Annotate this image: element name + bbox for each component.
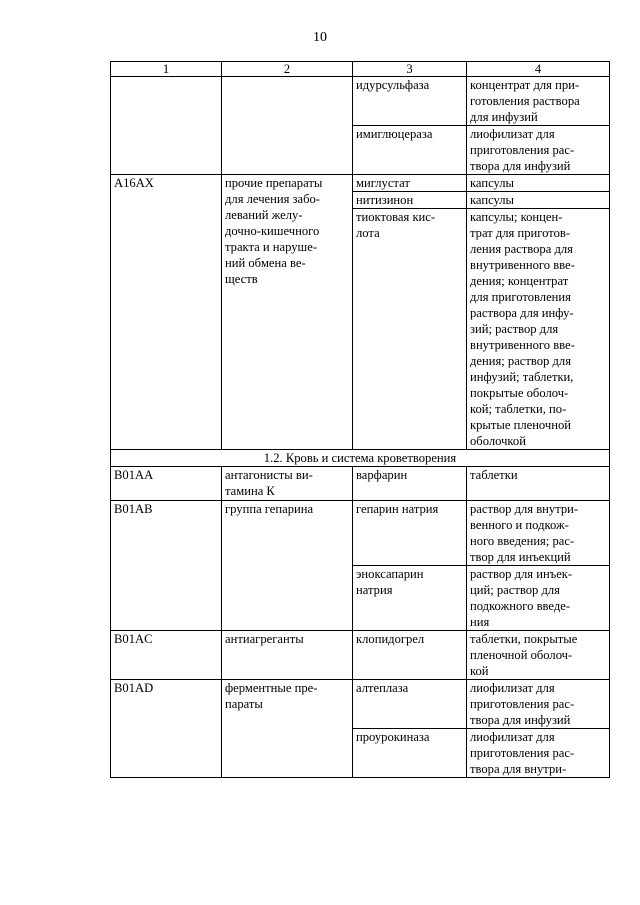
dosage-form-cell (467, 729, 610, 778)
drug-name-cell (353, 631, 467, 680)
text-line: внутривенного вве- (470, 338, 575, 352)
dosage-form-cell (467, 126, 610, 175)
drug-name-cell (353, 501, 467, 566)
text-line: прочие препараты (225, 176, 323, 190)
text-line: для приготовления (470, 290, 571, 304)
drug-name-cell (353, 729, 467, 778)
table-row (111, 631, 610, 680)
drug-group-cell (222, 77, 353, 175)
text-line: эноксапарин (356, 567, 424, 581)
text-line: раствор для внутри- (470, 502, 579, 516)
text-line: леваний желу- (225, 208, 303, 222)
text-line: раствора для инфу- (470, 306, 574, 320)
text-line: группа гепарина (225, 502, 314, 516)
dosage-form-cell (467, 175, 610, 192)
text-line: готовления раствора (470, 94, 580, 108)
table-row (111, 680, 610, 729)
text-line: гепарин натрия (356, 502, 439, 516)
table-row (111, 175, 610, 192)
text-line: B01AA (114, 468, 154, 482)
text-line: клопидогрел (356, 632, 425, 646)
text-line: капсулы (470, 193, 515, 207)
text-line: лиофилизат для (470, 681, 555, 695)
text-line: дения; концентрат (470, 274, 569, 288)
text-line: приготовления рас- (470, 697, 575, 711)
text-line: подкожного введе- (470, 599, 571, 613)
atc-code-cell (111, 501, 222, 631)
text-line: приготовления рас- (470, 143, 575, 157)
dosage-form-cell (467, 192, 610, 209)
text-line: параты (225, 697, 263, 711)
text-line: ний обмена ве- (225, 256, 306, 270)
drug-group-cell (222, 175, 353, 450)
text-line: твора для инфузий (470, 159, 571, 173)
text-line: тиоктовая кис- (356, 210, 436, 224)
dosage-form-cell (467, 631, 610, 680)
drug-name-cell (353, 209, 467, 450)
column-number: 4 (467, 62, 610, 77)
text-line: варфарин (356, 468, 408, 482)
medicines-table (110, 61, 610, 778)
text-line: кой; таблетки, по- (470, 402, 567, 416)
text-line: ния (470, 615, 490, 629)
text-line: антиагреганты (225, 632, 304, 646)
text-line: для лечения забо- (225, 192, 321, 206)
text-line: дочно-кишечного (225, 224, 320, 238)
section-heading: 1.2. Кровь и система кроветворения (111, 450, 610, 467)
text-line: нитизинон (356, 193, 414, 207)
text-line: пленочной оболоч- (470, 648, 573, 662)
column-number-row (111, 62, 610, 77)
atc-code-cell (111, 77, 222, 175)
atc-code-cell (111, 680, 222, 778)
text-line: лиофилизат для (470, 730, 555, 744)
text-line: для инфузий (470, 110, 538, 124)
text-line: тамина К (225, 484, 275, 498)
text-line: идурсульфаза (356, 78, 430, 92)
text-line: проурокиназа (356, 730, 430, 744)
text-line: ного введения; рас- (470, 534, 575, 548)
table-row (111, 501, 610, 566)
text-line: твора для внутри- (470, 762, 567, 776)
text-line: покрытые оболоч- (470, 386, 569, 400)
text-line: ферментные пре- (225, 681, 318, 695)
text-line: A16AX (114, 176, 154, 190)
drug-group-cell (222, 680, 353, 778)
text-line: твор для инъекций (470, 550, 571, 564)
table-row (111, 77, 610, 126)
text-line: тракта и наруше- (225, 240, 318, 254)
text-line: раствор для инъек- (470, 567, 573, 581)
text-line: капсулы (470, 176, 515, 190)
drug-group-cell (222, 501, 353, 631)
drug-name-cell (353, 680, 467, 729)
text-line: венного и подкож- (470, 518, 569, 532)
column-number: 2 (222, 62, 353, 77)
text-line: B01AB (114, 502, 153, 516)
text-line: инфузий; таблетки, (470, 370, 574, 384)
text-line: лота (356, 226, 380, 240)
text-line: ций; раствор для (470, 583, 560, 597)
drug-group-cell (222, 631, 353, 680)
text-line: миглустат (356, 176, 410, 190)
text-line: оболочкой (470, 434, 526, 448)
text-line: B01AC (114, 632, 153, 646)
dosage-form-cell (467, 566, 610, 631)
dosage-form-cell (467, 77, 610, 126)
dosage-form-cell (467, 501, 610, 566)
text-line: алтеплаза (356, 681, 409, 695)
dosage-form-cell (467, 209, 610, 450)
text-line: ления раствора для (470, 242, 573, 256)
text-line: крытые пленочной (470, 418, 572, 432)
atc-code-cell (111, 467, 222, 501)
text-line: таблетки (470, 468, 518, 482)
text-line: трат для приготов- (470, 226, 571, 240)
column-number: 3 (353, 62, 467, 77)
text-line: твора для инфузий (470, 713, 571, 727)
drug-name-cell (353, 192, 467, 209)
drug-name-cell (353, 467, 467, 501)
dosage-form-cell (467, 680, 610, 729)
drug-name-cell (353, 566, 467, 631)
drug-name-cell (353, 77, 467, 126)
text-line: зий; раствор для (470, 322, 559, 336)
text-line: натрия (356, 583, 393, 597)
text-line: B01AD (114, 681, 154, 695)
table-row (111, 467, 610, 501)
text-line: приготовления рас- (470, 746, 575, 760)
text-line: антагонисты ви- (225, 468, 313, 482)
drug-name-cell (353, 175, 467, 192)
atc-code-cell (111, 175, 222, 450)
text-line: кой (470, 664, 489, 678)
page-number: 10 (313, 30, 327, 45)
text-line: таблетки, покрытые (470, 632, 578, 646)
text-line: ществ (225, 272, 258, 286)
text-line: концентрат для при- (470, 78, 580, 92)
text-line: дения; раствор для (470, 354, 571, 368)
dosage-form-cell (467, 467, 610, 501)
text-line: капсулы; концен- (470, 210, 563, 224)
atc-code-cell (111, 631, 222, 680)
text-line: лиофилизат для (470, 127, 555, 141)
text-line: внутривенного вве- (470, 258, 575, 272)
drug-group-cell (222, 467, 353, 501)
column-number: 1 (111, 62, 222, 77)
drug-name-cell (353, 126, 467, 175)
text-line: имиглюцераза (356, 127, 433, 141)
section-header-row (111, 450, 610, 467)
